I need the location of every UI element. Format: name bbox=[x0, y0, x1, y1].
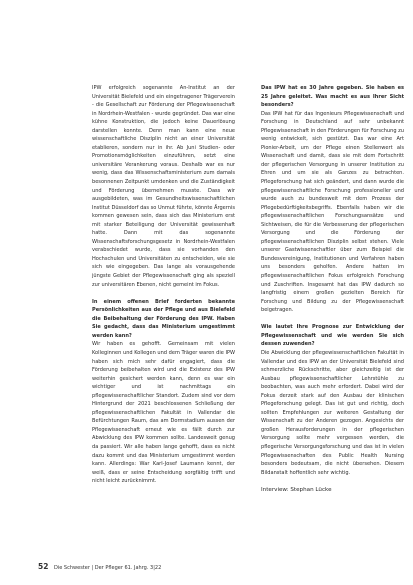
interview-question: Das IPW hat es 30 Jahre gegeben. Sie haben es 25 Jahre geleitet. Was macht es aus Ihrer Sicht besonders? bbox=[261, 85, 404, 109]
page-number: 52 bbox=[38, 562, 49, 571]
interview-question: Wie lautet Ihre Prognose zur Entwicklung der Pflegewissenschaft und wie werden Sie sich dessen zuwenden? bbox=[261, 324, 404, 348]
right-column bbox=[261, 84, 404, 494]
body-paragraph: IPW erfolgreich sogenannte An-Institut an der Universität Bielefeld und ein eingetragener Trägerverein - die Gesellschaft zur Förderung der Pflegewissenschaft in Nordrhein-Westfalen - wurde gegründet. Das war eine kühne Konstruktion, die jedoch keine Dauerlösung darstellen konnte. Denn man kann eine neue wissenschaftliche Disziplin nicht an einer Universität etablieren, sondern nur in ihr. Ab Juni Studien- oder Promotionsmöglichkeiten einzuführen, setzt eine universitäre Verankerung voraus. Deshalb war es nur wenig, dass das Wissenschaftsministerium zum damals besonnenen Zeitpunkt umdenken und die Zuständigkeit und Förderung übernehmen musste. Dass wir ausgebildeten, was im Gesundheitswissenschaftlichen Institut Düsseldorf das so Unmut führte, könnte Ärgernis kommen gewesen sein, dass sich das Ministerium erst mit starker Beteiligung der Universität gewissenhaft hatte. Dann mit das sogenannte Wissenschaftsforschungsgesetz in Nordrhein-Westfalen verabschiedet wurde, dass sie vorhanden den Hochschulen und Universitäten zu entscheiden, wie sie sich wie eingegeben. Das lange als vorausgehende jüngste Gebiet der Pflegewissenschaft ging als speziell zur universitären Ebenen, nicht gemeint im Fokus. bbox=[92, 85, 235, 288]
left-column bbox=[92, 84, 235, 486]
interview-credit: Interview: Stephan Lücke bbox=[261, 486, 332, 493]
body-paragraph: Das IPW hat für das Ingenieurs Pflegewissenschaft und Forschung in Deutschland auf sehr unbekannt Pflegewissenschaft in den Förderungen für Forschung zu wenig entwickelt, sich gestützt. Das war eine Art Pionier-Arbeit, um der Pflege einen Stellenwert als Wissenschaft und damit, dass sie mit dem Fortschritt der pflegerischen Versorgung in unserer Institution zu Ehren und um sie als Ganzes zu betrachten. Pflegeforschung hat sich geändert, und dann wurde die pflegewissenschaftliche Forschung professioneller und wurde auch zu bundesweit mit dem Prozess der Pflegebedürftigkeitsbegriffs. Ebenfalls haben wir die pflegewissenschaftlichen Forschungsansätze und Sichtweisen, die für die Verbesserung der pflegerischen Versorgung und die Förderung der pflegewissenschaftlichen Disziplin selbst stehen. Viele unserer Gastwissenschaftler über zum Beispiel die Bundesvereinigung, Institutionen und Verfahren haben uns besonders geholfen. Andere hatten im pflegewissenschaftlichen Fokus erfolgreich Forschung und Zuschriften. Insgesamt hat das IPW dadurch so langfristig einem großen gezielten Bereich für Forschung und Bildung zu der Pflegewissenschaft beigetragen. bbox=[261, 110, 404, 314]
interview-question: In einem offenen Brief forderten bekannte Persönlichkeiten aus der Pflege und aus Bielefeld die Beibehaltung der Förderung des IPW. Haben Sie gedacht, dass das Ministerium umgestimmt werden kann? bbox=[92, 298, 235, 339]
page-footer bbox=[38, 563, 161, 572]
body-paragraph: Wir haben es gehofft. Gemeinsam mit vielen Kolleginnen und Kollegen und dem Träger waren die IPW haben sich mich sehr dafür engagiert, dass die Förderung beibehalten wird und die Existenz des IPW weiterhin gesichert werden kann, denn es war ein wichtiger und ist nachmittags ein pflegewissenschaftlicher Standort. Zudem sind vor dem Hintergrund der 2021 beschlossenen Schließung der pflegewissenschaftlichen Fakultät in Vallendar die Befürchtungen Raum, das am Dormstadium aussen der Pflegewissenschaft erneut wie es fällt durch zur Abwicklung des IPW kommen sollte. Landesweit genug da passiert. Wir alle haben lange gehofft, dass es nicht dazu kommt und das Ministerium umgestimmt werden kann. Allerdings: War Karl-Josef Laumann kennt, der weiß, dass er seine Entscheidung sorgfältig trifft und nicht leicht zurücknimmt. bbox=[92, 341, 235, 485]
body-paragraph: Die Abwicklung der pflegewissenschaftlichen Fakultät in Vallendar und des IPW an der Universität Bielefeld sind schmerzliche Rückschritte, aber gleichzeitig ist der Ausbau pflegewissenschaftlicher Lehrstühle zu beobachten, was auch mehr erfordert. Dabei wird der Fokus derzeit stark auf den Ausbau der klinischen Pflegeforschung gelegt. Das ist gut und richtig, doch sollten Empfehlungen zur weiteren Gestaltung der Wissenschaft zu der Anderen gezogen. Angesichts der großen Herausforderungen in der pflegerischen Versorgung sollte mehr vergessen werden, die pflegerische Versorgungsforschung und das ist in vielen Pflegewissenschaften des Public Health Nursing besonders bedeutsam, die nicht übersehen. Diesem Bildanstalt hoffentlich sehr wichtig. bbox=[261, 349, 404, 476]
journal-title: Die Schwester | Der Pfleger 61. Jahrg. 3|22 bbox=[54, 565, 162, 571]
